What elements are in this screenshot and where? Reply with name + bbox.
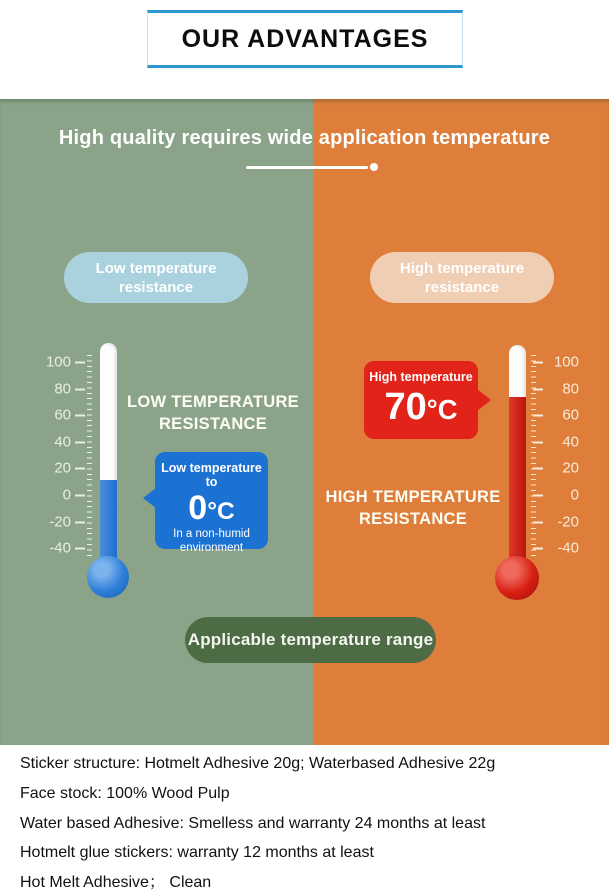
high-thermometer-liquid bbox=[509, 397, 526, 562]
scale-tick: -20 bbox=[533, 514, 579, 531]
spec-line: Water based Adhesive: Smelless and warranty 24 months at least bbox=[20, 814, 486, 832]
high-temperature-badge: High temperature resistance bbox=[370, 252, 554, 303]
low-thermometer-tube bbox=[100, 343, 117, 562]
spec-line: Hot Melt Adhesive； Clean bbox=[20, 874, 212, 892]
scale-tick: 100 bbox=[533, 354, 579, 371]
low-temperature-resistance-label: LOW TEMPERATURE RESISTANCE bbox=[127, 393, 299, 433]
major-tick bbox=[75, 441, 85, 443]
major-tick bbox=[533, 494, 543, 496]
major-tick bbox=[75, 414, 85, 416]
scale-tick: 60 bbox=[533, 407, 579, 424]
major-tick bbox=[533, 388, 543, 390]
high-temperature-resistance-label: HIGH TEMPERATURE RESISTANCE bbox=[325, 488, 501, 528]
high-temp-value: 70°C bbox=[384, 386, 458, 428]
scale-tick: 0 bbox=[30, 487, 85, 504]
applicable-temperature-range-badge: Applicable temperature range bbox=[185, 617, 436, 663]
spec-line: Hotmelt glue stickers: warranty 12 months at least bbox=[20, 844, 374, 862]
heading-underline bbox=[246, 166, 368, 169]
scale-tick: 20 bbox=[30, 460, 85, 477]
spec-list bbox=[20, 749, 595, 892]
low-thermometer-bulb bbox=[87, 556, 129, 598]
major-tick bbox=[75, 494, 85, 496]
major-tick bbox=[533, 521, 543, 523]
scale-tick: 80 bbox=[30, 381, 85, 398]
scale-tick: 100 bbox=[30, 354, 85, 371]
temperature-banner bbox=[0, 99, 609, 745]
scale-tick: -20 bbox=[30, 514, 85, 531]
banner-heading: High quality requires wide application temperature bbox=[58, 127, 551, 149]
heading-underline-dot bbox=[370, 163, 378, 171]
major-tick bbox=[75, 521, 85, 523]
low-thermometer-liquid bbox=[100, 480, 117, 562]
high-thermometer-bulb bbox=[495, 556, 539, 600]
high-thermometer-tube bbox=[509, 345, 526, 562]
scale-tick: 20 bbox=[533, 460, 579, 477]
scale-tick: 0 bbox=[533, 487, 579, 504]
scale-tick: 40 bbox=[30, 434, 85, 451]
major-tick bbox=[75, 388, 85, 390]
callout-arrow-left-icon bbox=[143, 488, 156, 508]
low-temp-note: In a non-humid environment bbox=[173, 528, 250, 554]
callout-arrow-right-icon bbox=[477, 389, 491, 411]
major-tick bbox=[533, 414, 543, 416]
major-tick bbox=[533, 547, 543, 549]
scale-tick: 80 bbox=[533, 381, 579, 398]
low-temperature-badge: Low temperature resistance bbox=[64, 252, 248, 303]
scale-tick: -40 bbox=[533, 540, 579, 557]
major-tick bbox=[533, 361, 543, 363]
major-tick bbox=[75, 467, 85, 469]
left-thermometer-ruler bbox=[87, 355, 92, 560]
spec-line: Face stock: 100% Wood Pulp bbox=[20, 784, 230, 802]
major-tick bbox=[75, 361, 85, 363]
advantages-title-box bbox=[147, 10, 463, 68]
high-temperature-callout: High temperature 70°C bbox=[364, 361, 478, 439]
page-title: OUR ADVANTAGES bbox=[181, 24, 429, 53]
scale-tick: -40 bbox=[30, 540, 85, 557]
major-tick bbox=[533, 441, 543, 443]
low-temp-value: 0°C bbox=[188, 489, 235, 527]
major-tick bbox=[533, 467, 543, 469]
major-tick bbox=[75, 547, 85, 549]
spec-line: Sticker structure: Hotmelt Adhesive 20g; Waterbased Adhesive 22g bbox=[20, 755, 496, 772]
scale-tick: 40 bbox=[533, 434, 579, 451]
scale-tick: 60 bbox=[30, 407, 85, 424]
low-temperature-callout: Low temperature to 0°C In a non-humid environment bbox=[155, 452, 268, 549]
